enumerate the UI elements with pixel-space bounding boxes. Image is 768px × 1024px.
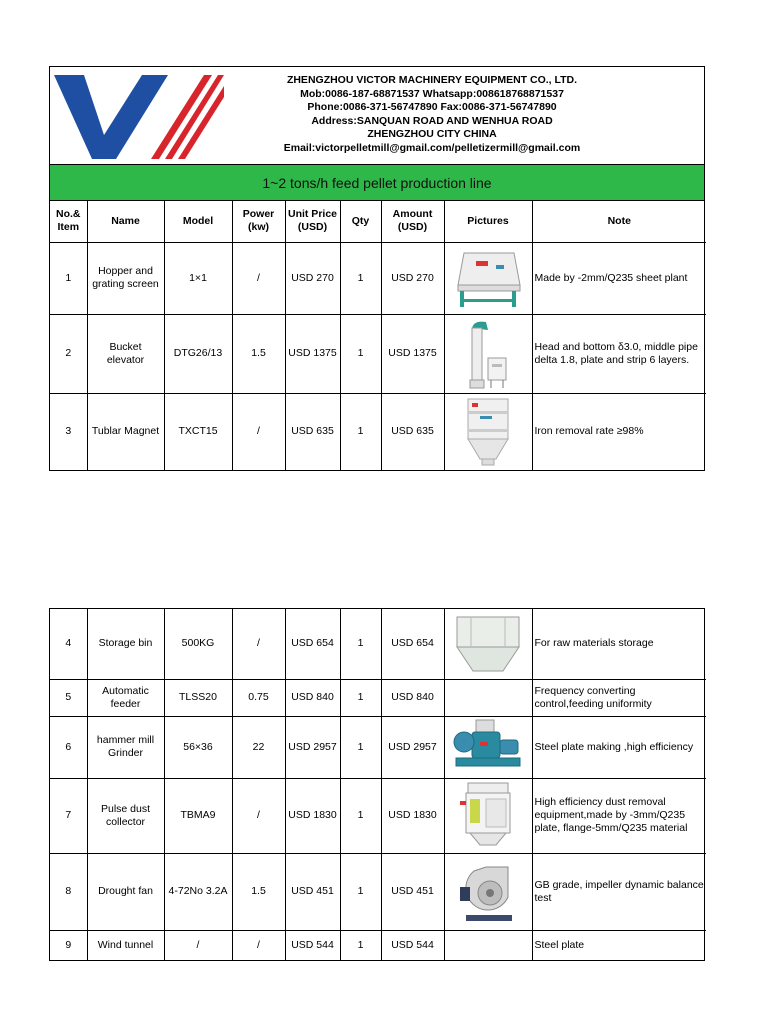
item-unit-price: USD 1830 [285, 778, 340, 853]
production-line-title: 1~2 tons/h feed pellet production line [50, 165, 704, 201]
company-info [220, 74, 644, 156]
table-row [50, 609, 706, 679]
header-power: Power (kw) [232, 201, 285, 242]
item-picture [444, 778, 532, 853]
item-power: / [232, 609, 285, 679]
item-note: Made by -2mm/Q235 sheet plant [532, 242, 706, 314]
company-logo [54, 73, 224, 159]
item-name: Wind tunnel [87, 930, 164, 960]
fan-photo [456, 857, 520, 927]
item-note: GB grade, impeller dynamic balance test [532, 853, 706, 930]
table-row [50, 393, 706, 470]
item-power: / [232, 778, 285, 853]
header-no: No.& Item [50, 201, 87, 242]
item-qty: 1 [340, 778, 381, 853]
item-power: 0.75 [232, 679, 285, 716]
item-picture [444, 853, 532, 930]
company-email: Email:victorpelletmill@gmail.com/pelletizermill@gmail.com [283, 141, 581, 154]
header-note: Note [532, 201, 706, 242]
header-model: Model [164, 201, 232, 242]
item-qty: 1 [340, 930, 381, 960]
table-row [50, 679, 706, 716]
item-no: 7 [50, 778, 87, 853]
header-pictures: Pictures [444, 201, 532, 242]
item-picture [444, 930, 532, 960]
item-power: / [232, 930, 285, 960]
company-city: ZHENGZHOU CITY CHINA [367, 128, 497, 141]
company-phone: Phone:0086-371-56747890 Fax:0086-371-56747890 [307, 101, 557, 114]
item-no: 8 [50, 853, 87, 930]
table-row [50, 853, 706, 930]
header-qty: Qty [340, 201, 381, 242]
item-amount: USD 1375 [381, 314, 444, 393]
item-model: 56×36 [164, 716, 232, 778]
bucket-elevator-photo [458, 318, 518, 390]
hammer-mill-photo [450, 718, 526, 776]
item-name: Automatic feeder [87, 679, 164, 716]
item-note: Steel plate [532, 930, 706, 960]
item-model: 1×1 [164, 242, 232, 314]
item-amount: USD 635 [381, 393, 444, 470]
table-row [50, 716, 706, 778]
item-picture [444, 679, 532, 716]
item-note: High efficiency dust removal equipment,made by -3mm/Q235 plate, flange-5mm/Q235 material [532, 778, 706, 853]
table-row [50, 314, 706, 393]
item-qty: 1 [340, 679, 381, 716]
item-power: 1.5 [232, 853, 285, 930]
item-picture [444, 314, 532, 393]
item-power: / [232, 242, 285, 314]
quotation-sheet-bottom [49, 608, 705, 961]
item-unit-price: USD 544 [285, 930, 340, 960]
company-header [50, 67, 704, 165]
item-model: TXCT15 [164, 393, 232, 470]
item-unit-price: USD 270 [285, 242, 340, 314]
item-name: hammer mill Grinder [87, 716, 164, 778]
item-unit-price: USD 635 [285, 393, 340, 470]
item-power: / [232, 393, 285, 470]
item-note: For raw materials storage [532, 609, 706, 679]
item-no: 5 [50, 679, 87, 716]
item-no: 1 [50, 242, 87, 314]
table-header-row [50, 201, 706, 242]
item-unit-price: USD 451 [285, 853, 340, 930]
table-row [50, 242, 706, 314]
quotation-sheet-top [49, 66, 705, 471]
item-name: Storage bin [87, 609, 164, 679]
equipment-table-top [50, 201, 706, 470]
item-name: Pulse dust collector [87, 778, 164, 853]
item-qty: 1 [340, 242, 381, 314]
item-model: 4-72No 3.2A [164, 853, 232, 930]
header-unit-price: Unit Price (USD) [285, 201, 340, 242]
company-name: ZHENGZHOU VICTOR MACHINERY EQUIPMENT CO., LTD. [286, 74, 578, 86]
tubular-magnet-photo [458, 397, 518, 467]
item-no: 2 [50, 314, 87, 393]
item-no: 6 [50, 716, 87, 778]
item-power: 1.5 [232, 314, 285, 393]
table-row [50, 930, 706, 960]
dust-collector-photo [456, 781, 520, 851]
equipment-table-bottom [50, 609, 706, 960]
item-unit-price: USD 1375 [285, 314, 340, 393]
item-model: / [164, 930, 232, 960]
item-qty: 1 [340, 853, 381, 930]
item-qty: 1 [340, 393, 381, 470]
item-model: TBMA9 [164, 778, 232, 853]
item-name: Drought fan [87, 853, 164, 930]
item-name: Tublar Magnet [87, 393, 164, 470]
item-unit-price: USD 840 [285, 679, 340, 716]
item-note: Head and bottom δ3.0, middle pipe delta 1.8, plate and strip 6 layers. [532, 314, 706, 393]
header-amount: Amount (USD) [381, 201, 444, 242]
item-amount: USD 270 [381, 242, 444, 314]
item-picture [444, 609, 532, 679]
header-name: Name [87, 201, 164, 242]
item-note: Frequency converting control,feeding uniformity [532, 679, 706, 716]
item-qty: 1 [340, 716, 381, 778]
hopper-screen-photo [452, 247, 524, 309]
table-row [50, 778, 706, 853]
item-amount: USD 654 [381, 609, 444, 679]
item-model: 500KG [164, 609, 232, 679]
item-no: 9 [50, 930, 87, 960]
storage-bin-photo [451, 613, 525, 675]
item-qty: 1 [340, 314, 381, 393]
item-name: Hopper and grating screen [87, 242, 164, 314]
item-unit-price: USD 2957 [285, 716, 340, 778]
item-amount: USD 451 [381, 853, 444, 930]
item-no: 3 [50, 393, 87, 470]
item-picture [444, 242, 532, 314]
item-qty: 1 [340, 609, 381, 679]
item-note: Steel plate making ,high efficiency [532, 716, 706, 778]
item-amount: USD 2957 [381, 716, 444, 778]
item-note: Iron removal rate ≥98% [532, 393, 706, 470]
item-model: DTG26/13 [164, 314, 232, 393]
item-amount: USD 544 [381, 930, 444, 960]
item-model: TLSS20 [164, 679, 232, 716]
item-picture [444, 716, 532, 778]
company-mobile: Mob:0086-187-68871537 Whatsapp:008618768871537 [300, 87, 564, 100]
item-name: Bucket elevator [87, 314, 164, 393]
item-picture [444, 393, 532, 470]
item-no: 4 [50, 609, 87, 679]
company-address: Address:SANQUAN ROAD AND WENHUA ROAD [311, 114, 553, 127]
item-power: 22 [232, 716, 285, 778]
item-unit-price: USD 654 [285, 609, 340, 679]
item-amount: USD 840 [381, 679, 444, 716]
item-amount: USD 1830 [381, 778, 444, 853]
